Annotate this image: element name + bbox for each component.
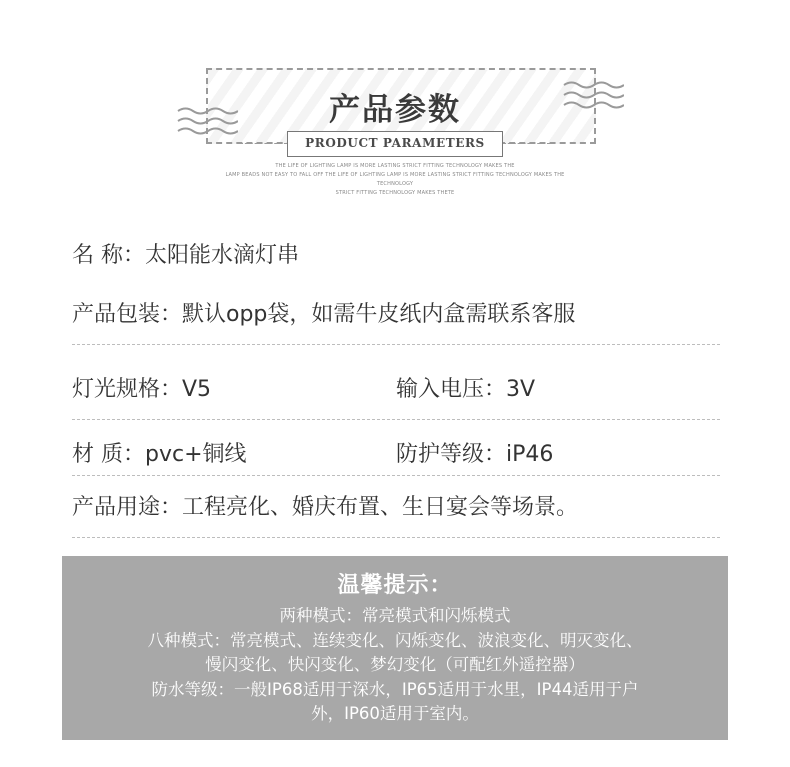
- spec-voltage: 输入电压：3V: [396, 377, 536, 402]
- tips-title: 温馨提示：: [337, 573, 453, 598]
- spec-package: 产品包装：默认opp袋，如需牛皮纸内盒需联系客服: [72, 302, 576, 327]
- divider: [72, 475, 720, 476]
- tagline-line: STRICT FITTING TECHNOLOGY MAKES THETE: [335, 190, 455, 196]
- tip-line: 八种模式：常亮模式、连续变化、闪烁变化、波浪变化、明灭变化、: [147, 630, 643, 650]
- tagline-line: THE LIFE OF LIGHTING LAMP IS MORE LASTING STRICT FITTING TECHNOLOGY MAKES THE: [275, 163, 515, 169]
- divider: [72, 344, 720, 345]
- divider: [72, 537, 720, 538]
- spec-name: 名 称：太阳能水滴灯串: [72, 243, 299, 268]
- page-title: 产品参数: [329, 92, 461, 128]
- divider: [503, 143, 550, 144]
- tip-line: 防水等级：一般IP68适用于深水，IP65适用于水里，IP44适用于户: [151, 679, 639, 699]
- tips-list: [62, 604, 728, 727]
- spec-material: 材 质：pvc+铜线: [72, 442, 247, 467]
- spec-light: 灯光规格：V5: [72, 377, 212, 402]
- spec-usage: 产品用途：工程亮化、婚庆布置、生日宴会等场景。: [72, 495, 579, 520]
- tip-line: 慢闪变化、快闪变化、梦幻变化（可配红外遥控器）: [205, 655, 585, 674]
- divider: [240, 143, 287, 144]
- tips-box: [62, 556, 728, 740]
- parameters-header: [0, 0, 790, 200]
- subtitle-box: [287, 131, 503, 157]
- spec-protection: 防护等级：iP46: [396, 442, 554, 467]
- tagline: [220, 162, 570, 198]
- tip-line: 两种模式：常亮模式和闪烁模式: [279, 606, 511, 625]
- tip-line: 外，IP60适用于室内。: [311, 704, 479, 723]
- divider: [72, 419, 720, 420]
- page-subtitle: PRODUCT PARAMETERS: [305, 136, 485, 150]
- tagline-line: LAMP BEADS NOT EASY TO FALL OFF THE LIFE OF LIGHTING LAMP IS MORE LASTING STRICT FITTING TECHNOLOGY MAKES THE TECHNOLOGY: [225, 172, 565, 187]
